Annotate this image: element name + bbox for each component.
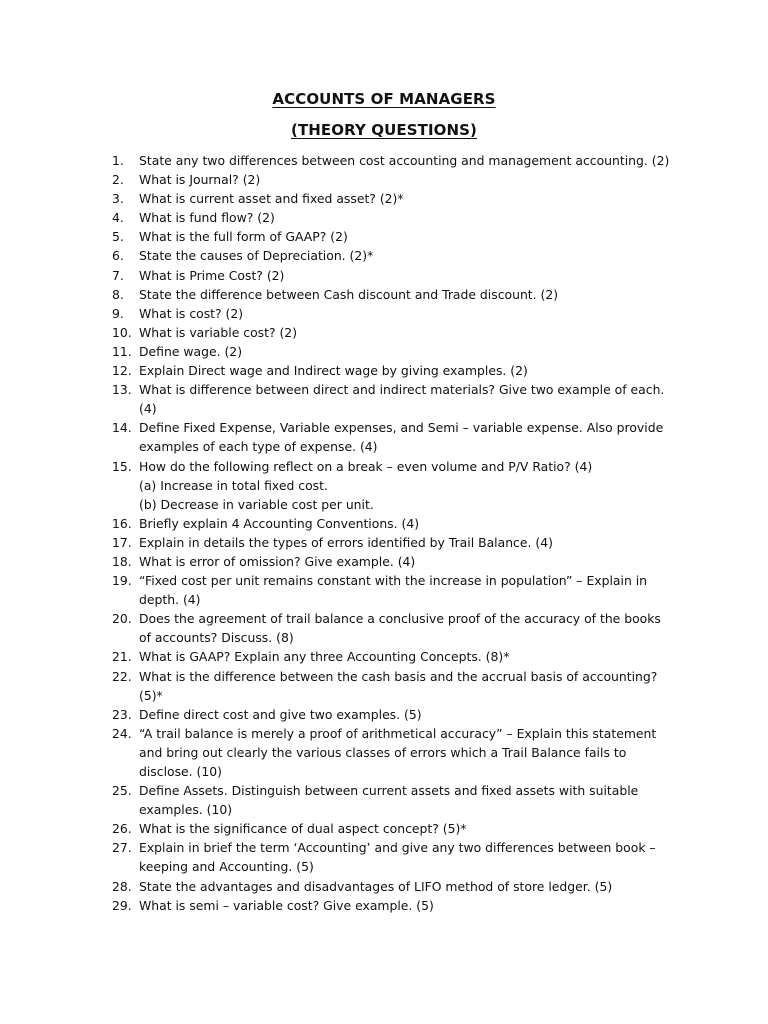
question-number: 15.: [112, 458, 132, 474]
question-number: 3.: [112, 191, 124, 207]
question-number: 21.: [112, 649, 132, 665]
question-item: [112, 304, 678, 323]
question-item: [112, 609, 678, 647]
question-text-line: State the difference between Cash discount and Trade discount. (2): [139, 286, 559, 302]
question-text: [139, 724, 678, 781]
question-text-line: What is difference between direct and indirect materials? Give two example of each.: [139, 382, 665, 398]
question-item: [112, 285, 678, 304]
question-item: [112, 342, 678, 361]
question-number: 24.: [112, 725, 132, 741]
question-text-line: Does the agreement of trail balance a conclusive proof of the accuracy of the books: [139, 611, 661, 627]
question-item: [112, 227, 678, 246]
question-item: [112, 781, 678, 819]
question-number: 13.: [112, 382, 132, 398]
question-item: [112, 877, 678, 896]
question-number: 9.: [112, 305, 124, 321]
question-text-line: disclose. (10): [139, 764, 222, 779]
question-item: [112, 323, 678, 342]
question-item: [112, 151, 678, 170]
question-number: 27.: [112, 840, 132, 856]
document-subtitle-text: (THEORY QUESTIONS): [290, 121, 477, 139]
question-item: [112, 667, 678, 705]
question-text: [139, 418, 678, 456]
question-item: [112, 514, 678, 533]
question-item: [112, 418, 678, 456]
question-item: [112, 819, 678, 838]
question-text-line: Explain in brief the term ‘Accounting’ and give any two differences between book –: [139, 840, 656, 856]
question-list: [112, 151, 678, 915]
question-item: [112, 533, 678, 552]
question-number: 10.: [112, 324, 132, 340]
question-number: 11.: [112, 343, 132, 359]
document-subtitle: [0, 121, 768, 139]
question-text: [139, 781, 678, 819]
question-text: [139, 227, 678, 246]
document-title: [0, 90, 768, 108]
question-number: 22.: [112, 668, 132, 684]
question-number: 18.: [112, 553, 132, 569]
question-number: 1.: [112, 153, 124, 168]
question-text-line: “A trail balance is merely a proof of arithmetical accuracy” – Explain this statement: [139, 725, 657, 741]
question-number: 20.: [112, 611, 132, 627]
question-number: 17.: [112, 534, 132, 550]
question-item: [112, 380, 678, 418]
question-number: 8.: [112, 286, 124, 302]
question-text-line: Briefly explain 4 Accounting Conventions. (4): [139, 515, 420, 531]
question-item: [112, 457, 678, 514]
question-text: [139, 380, 678, 418]
question-item: [112, 647, 678, 666]
question-text-line: What is fund flow? (2): [139, 210, 275, 226]
question-text: [139, 609, 678, 647]
question-text-line: How do the following reflect on a break – even volume and P/V Ratio? (4): [139, 458, 593, 474]
question-text: [139, 304, 678, 323]
question-item: [112, 208, 678, 227]
question-text-line: What is cost? (2): [139, 305, 244, 321]
question-item: [112, 724, 678, 781]
question-text: [139, 246, 678, 265]
question-text-line: Define direct cost and give two examples. (5): [139, 706, 422, 722]
question-text: [139, 342, 678, 361]
question-item: [112, 266, 678, 285]
question-number: 12.: [112, 363, 132, 379]
question-text-line: State the advantages and disadvantages of LIFO method of store ledger. (5): [139, 878, 613, 894]
question-text: [139, 514, 678, 533]
question-text: [139, 457, 678, 514]
question-number: 2.: [112, 172, 124, 188]
question-text: [139, 896, 678, 915]
question-item: [112, 896, 678, 915]
question-text: [139, 323, 678, 342]
question-text-line: What is Journal? (2): [139, 172, 261, 188]
document-title-text: ACCOUNTS OF MANAGERS: [272, 90, 496, 108]
question-number: 14.: [112, 420, 132, 436]
question-text-line: Define Fixed Expense, Variable expenses, and Semi – variable expense. Also provide: [139, 420, 664, 436]
question-item: [112, 170, 678, 189]
question-text-line: What is error of omission? Give example. (4): [139, 553, 416, 569]
question-text-line: State the causes of Depreciation. (2)*: [139, 248, 374, 264]
question-number: 28.: [112, 878, 132, 894]
question-number: 16.: [112, 515, 132, 531]
question-text: [139, 533, 678, 552]
question-text: [139, 571, 678, 609]
question-text-line: Define wage. (2): [139, 343, 243, 359]
question-text: [139, 667, 678, 705]
question-text-line: examples. (10): [139, 802, 233, 818]
question-text-line: What is variable cost? (2): [139, 324, 298, 340]
question-number: 19.: [112, 573, 132, 589]
question-text-line: and bring out clearly the various classes of errors which a Trail Balance fails to: [139, 744, 627, 760]
question-text: [139, 151, 678, 170]
question-text: [139, 285, 678, 304]
question-text-line: of accounts? Discuss. (8): [139, 630, 294, 646]
question-text-line: What is Prime Cost? (2): [139, 267, 285, 283]
question-text: [139, 361, 678, 380]
question-text: [139, 705, 678, 724]
question-item: [112, 705, 678, 724]
question-text-line: What is GAAP? Explain any three Accounting Concepts. (8)*: [139, 649, 510, 665]
question-number: 23.: [112, 706, 132, 722]
question-text: [139, 208, 678, 227]
question-text: [139, 189, 678, 208]
question-text-line: depth. (4): [139, 592, 201, 608]
question-text-line: Explain in details the types of errors identified by Trail Balance. (4): [139, 534, 553, 550]
question-item: [112, 246, 678, 265]
question-text: [139, 552, 678, 571]
question-text: [139, 266, 678, 285]
question-text-line: What is current asset and fixed asset? (2)*: [139, 191, 404, 207]
question-number: 5.: [112, 229, 124, 245]
question-text-line: keeping and Accounting. (5): [139, 859, 314, 875]
question-text: [139, 819, 678, 838]
question-text-line: Define Assets. Distinguish between current assets and fixed assets with suitable: [139, 783, 639, 799]
question-text: [139, 877, 678, 896]
question-text: [139, 838, 678, 876]
question-text: [139, 647, 678, 666]
question-number: 4.: [112, 210, 124, 226]
question-text-line: (4): [139, 401, 157, 417]
question-text: [139, 170, 678, 189]
question-number: 29.: [112, 897, 132, 913]
question-number: 6.: [112, 248, 124, 264]
question-text-line: “Fixed cost per unit remains constant with the increase in population” – Explain in: [139, 573, 648, 589]
question-item: [112, 189, 678, 208]
question-text-line: What is the significance of dual aspect concept? (5)*: [139, 821, 467, 837]
question-item: [112, 571, 678, 609]
question-text-line: What is the full form of GAAP? (2): [139, 229, 348, 245]
question-item: [112, 838, 678, 876]
question-number: 25.: [112, 783, 132, 799]
question-text-line: (b) Decrease in variable cost per unit.: [139, 496, 374, 512]
question-item: [112, 552, 678, 571]
question-text-line: (5)*: [139, 687, 163, 703]
question-item: [112, 361, 678, 380]
question-text-line: What is the difference between the cash basis and the accrual basis of accounting?: [139, 668, 658, 684]
question-text-line: What is semi – variable cost? Give example. (5): [139, 897, 434, 913]
question-text-line: State any two differences between cost accounting and management accounting. (2): [139, 153, 670, 168]
question-text-line: examples of each type of expense. (4): [139, 439, 378, 455]
question-text-line: (a) Increase in total fixed cost.: [139, 477, 328, 493]
question-number: 26.: [112, 821, 132, 837]
question-text-line: Explain Direct wage and Indirect wage by giving examples. (2): [139, 363, 528, 379]
question-number: 7.: [112, 267, 124, 283]
